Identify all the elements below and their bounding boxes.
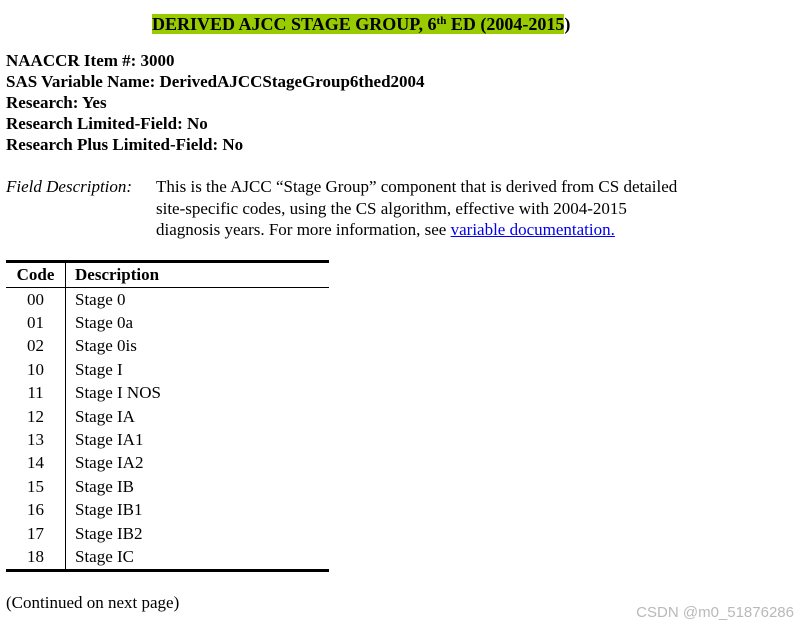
- field-description-label: Field Description:: [6, 177, 133, 196]
- title-close-paren: ): [564, 14, 571, 34]
- code-cell: 15: [6, 475, 66, 498]
- sas-variable-name: SAS Variable Name: DerivedAJCCStageGroup6thed2004: [6, 72, 425, 91]
- description-cell: Stage IA2: [75, 453, 144, 473]
- description-cell: Stage 0is: [75, 336, 137, 356]
- title-main: DERIVED AJCC STAGE GROUP, 6: [152, 14, 437, 34]
- table-row: [6, 545, 329, 570]
- title-superscript: th: [436, 15, 447, 27]
- code-cell: 11: [6, 382, 66, 405]
- research-plus-limited-field: Research Plus Limited-Field: No: [6, 135, 244, 154]
- table-row: [6, 335, 329, 358]
- column-header-code: Code: [6, 262, 66, 288]
- table-row: [6, 382, 329, 405]
- page-title: [152, 12, 570, 36]
- description-cell: Stage IB2: [75, 523, 143, 543]
- table-row: [6, 288, 329, 312]
- code-cell: 14: [6, 452, 66, 475]
- naaccr-item-number: NAACCR Item #: 3000: [6, 51, 175, 70]
- title-rest: ED (2004-2015: [446, 14, 565, 34]
- table-row: [6, 452, 329, 475]
- column-header-description: Description: [66, 262, 330, 288]
- code-cell: 13: [6, 428, 66, 451]
- table-row: [6, 475, 329, 498]
- code-cell: 17: [6, 522, 66, 545]
- continued-note: (Continued on next page): [6, 593, 180, 612]
- table-row: [6, 358, 329, 381]
- description-cell: Stage 0: [75, 289, 126, 309]
- field-description-text: diagnosis years. For more information, see: [156, 220, 451, 239]
- item-metadata: [6, 50, 425, 155]
- field-description-line: This is the AJCC “Stage Group” component that is derived from CS detailed: [156, 177, 678, 196]
- table-row: [6, 428, 329, 451]
- watermark: CSDN @m0_51876286: [636, 604, 794, 621]
- table-row: [6, 311, 329, 334]
- table-header-row: [6, 262, 329, 288]
- table-row: [6, 499, 329, 522]
- code-cell: 18: [6, 545, 66, 570]
- field-description: [156, 176, 756, 241]
- stage-code-table: [6, 260, 329, 572]
- description-cell: Stage IB: [75, 476, 135, 496]
- field-description-line: [156, 219, 756, 241]
- variable-documentation-link[interactable]: variable documentation.: [450, 220, 615, 239]
- description-cell: Stage IC: [75, 546, 135, 566]
- code-cell: 00: [6, 288, 66, 312]
- field-description-line: site-specific codes, using the CS algorithm, effective with 2004-2015: [156, 198, 627, 218]
- description-cell: Stage 0a: [75, 313, 134, 333]
- description-cell: Stage IB1: [75, 500, 143, 520]
- research-limited-field: Research Limited-Field: No: [6, 114, 208, 133]
- description-cell: Stage I NOS: [75, 383, 161, 403]
- code-cell: 16: [6, 499, 66, 522]
- description-cell: Stage I: [75, 359, 123, 379]
- table-row: [6, 405, 329, 428]
- code-cell: 12: [6, 405, 66, 428]
- title-highlight: [152, 14, 564, 34]
- table-row: [6, 522, 329, 545]
- description-cell: Stage IA1: [75, 430, 144, 450]
- code-cell: 10: [6, 358, 66, 381]
- code-cell: 01: [6, 311, 66, 334]
- code-cell: 02: [6, 335, 66, 358]
- research-flag: Research: Yes: [6, 93, 107, 112]
- description-cell: Stage IA: [75, 406, 135, 426]
